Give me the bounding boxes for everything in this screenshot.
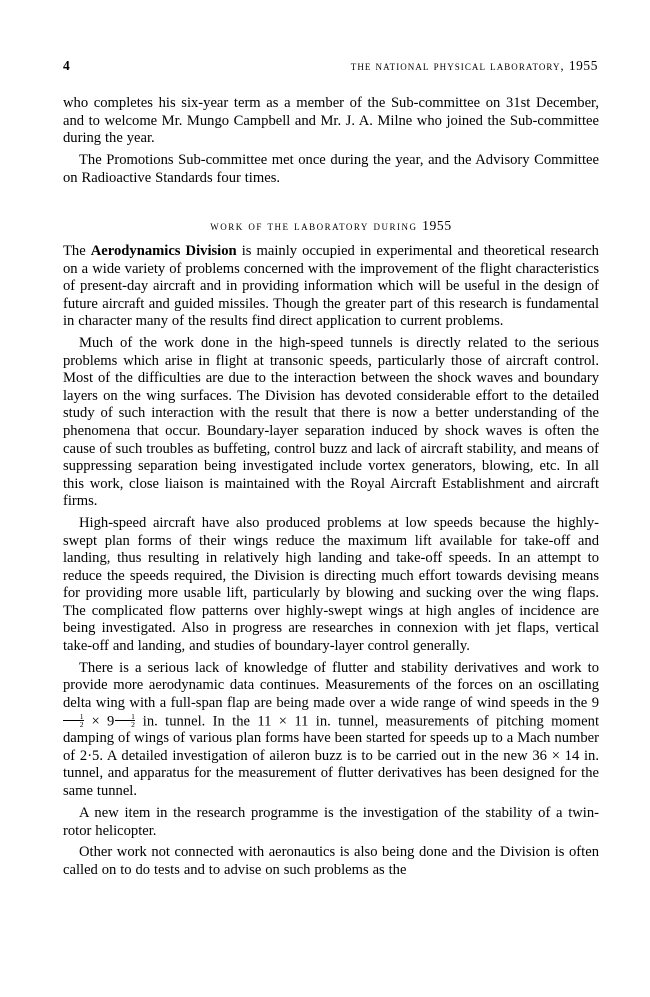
running-head-text: the national physical laboratory,	[350, 59, 565, 73]
fraction-denominator: 2	[79, 719, 84, 729]
flutter-text-part-b: × 9	[84, 712, 115, 729]
paragraph-promotions: The Promotions Sub-committee met once during the year, and the Advisory Committee on Radioactive Standards four times.	[63, 152, 599, 186]
paragraph-aerodynamics-division	[63, 243, 599, 331]
running-head-year: 1955	[568, 58, 598, 73]
fraction-one-half-first	[63, 713, 84, 728]
paragraph-other-work: Other work not connected with aeronautics is also being done and the Division is often called on to do tests and to advise on such problems as the	[63, 844, 599, 878]
text-column	[63, 95, 599, 880]
running-head	[63, 57, 598, 75]
running-head-title	[63, 57, 598, 75]
fraction-denominator: 2	[131, 719, 135, 729]
paragraph-high-speed-tunnels: Much of the work done in the high-speed tunnels is directly related to the serious problems which arise in flight at transonic speeds, particularly those of aircraft control. Most of the difficulties are due to the interaction between the shock waves and boundary layers on the wing surfaces. The Division has devoted considerable effort to the detailed study of such interaction with the result that there is now a better understanding of the phenomena that occur. Boundary-layer separation induced by shock waves is often the cause of such troubles as buffeting, control buzz and lack of aircraft stability, and means of suppressing separation being investigated include vortex generators, blowing, etc. In all this work, close liaison is maintained with the Royal Aircraft Establishment and aircraft firms.	[63, 335, 599, 510]
page-number: 4	[63, 58, 70, 73]
fraction-one-half-second	[115, 713, 136, 728]
section-heading-year: 1955	[422, 218, 452, 234]
run-in-division-name: Aerodynamics Division	[90, 243, 237, 260]
paragraph-continued: who completes his six-year term as a member of the Sub-committee on 31st December, and to welcome Mr. Mungo Campbell and Mr. J. A. Milne who joined the Sub-committee during the year.	[63, 95, 599, 147]
fraction-numerator: 1	[115, 713, 136, 721]
paragraph-low-speed-problems: High-speed aircraft have also produced problems at low speeds because the highly-swept plan forms of their wings reduce the maximum lift available for take-off and landing, thus resulting in relatively high landing and take-off speeds. In an attempt to reduce the speeds required, the Division is directing much effort towards devising means for providing more usable lift, particularly by blowing and sucking over the wing flaps. The complicated flow patterns over highly-swept wings at high angles of incidence are being investigated. Also in progress are researches in connexion with jet flaps, vertical take-off and landing, and studies of boundary-layer control generally.	[63, 515, 599, 654]
run-in-rest: is mainly occupied in experimental and theoretical research on a wide variety of problems concerned with the improvement of the flight characteristics of present-day aircraft and in providing information which will be useful in the design of future aircraft and guided missiles. Though the greater part of this research is fundamental in character many of the results find direct application to current problems.	[63, 243, 599, 330]
flutter-text-part-a: There is a serious lack of knowledge of flutter and stability derivatives and work to provide more aerodynamic data continues. Measurements of the forces on an oscillating delta wing with a full-span flap are being made over a wide range of wind speeds in the 9	[63, 659, 599, 711]
fraction-numerator: 1	[63, 713, 84, 721]
section-heading-text: work of the laboratory during	[210, 219, 418, 234]
paragraph-helicopter: A new item in the research programme is the investigation of the stability of a twin-rotor helicopter.	[63, 804, 599, 839]
heading-spacer	[63, 235, 599, 243]
section-heading	[63, 217, 599, 235]
flutter-text-part-c: in. tunnel. In the 11 × 11 in. tunnel, measurements of pitching moment damping of wings of various plan forms have been started for speeds up to a Mach number of 2·5. A detailed investigation of aileron buzz is to be carried out in the new 36 × 14 in. tunnel, and apparatus for the measurement of flutter derivatives has been designed for the same tunnel.	[63, 712, 599, 800]
section-spacer	[63, 187, 599, 217]
paragraph-flutter-derivatives	[63, 660, 599, 801]
run-in-lead: The	[63, 243, 91, 260]
